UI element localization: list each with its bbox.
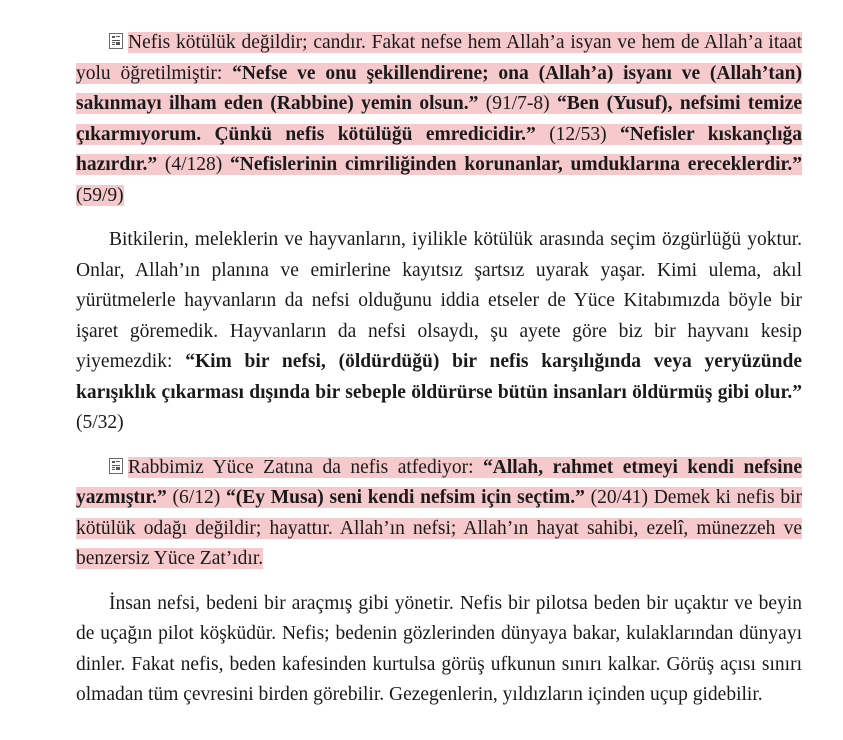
quran-quote: “Nefisler kıskançlığa hazırdır.”: [76, 123, 802, 175]
document-page: [76, 28, 802, 725]
quran-quote: “Nefislerinin cimriliğinden korunanlar, umduklarına ereceklerdir.”: [230, 154, 802, 175]
quran-quote: “Kim bir nefsi, (öldürdüğü) bir nefis karşılığında veya yeryüzünde karışıklık çıkarması dışında bir sebeple öldürürse bütün insanları öldürmüş gibi olur.”: [76, 351, 802, 403]
paragraph-4: [76, 589, 802, 711]
highlighted-text[interactable]: [76, 457, 802, 570]
note-annotation-icon[interactable]: [109, 458, 123, 474]
paragraph-2: [76, 225, 802, 439]
quran-quote: “Allah, rahmet etmeyi kendi nefsine yazmıştır.”: [76, 456, 802, 508]
quran-quote: “Ben (Yusuf), nefsimi temize çıkarmıyorum. Çünkü nefis kötülüğü emredicidir.”: [76, 93, 802, 145]
quran-quote: “(Ey Musa) seni kendi nefsim için seçtim.”: [225, 487, 585, 508]
quran-quote: “Nefse ve onu şekillendirene; ona (Allah’a) isyanı ve (Allah’tan) sakınmayı ilham eden (Rabbine) yemin olsun.”: [76, 62, 802, 114]
verse-reference: (12/53): [535, 123, 620, 145]
body-text: Rabbimiz Yüce Zatına da nefis atfediyor:: [128, 456, 483, 478]
body-text: Bitkilerin, meleklerin ve hayvanların, iyilikle kötülük arasında seçim özgürlüğü yoktur. Onlar, Allah’ın planına ve emirlerine kayıtsız şartsız uyarak yaşar. Kimi ulema, akıl yürütmelerle hayvanların da nefsi olduğunu iddia etseler de Yüce Kitabımızda böyle bir işaret göremedik. Hayvanların da nefsi olsaydı, şu ayete göre biz bir hayvanı kesip yiyemezdik:: [76, 229, 802, 372]
body-text: İnsan nefsi, bedeni bir araçmış gibi yönetir. Nefis bir pilotsa beden bir uçaktır ve beyin de uçağın pilot köşküdür. Nefis; bedenin gözlerinden dünyaya bakar, kulaklarından dünyayı dinler. Fakat nefis, beden kafesinden kurtulsa görüş ufkunun sınırı kalkar. Görüş açısı sınırı olmadan tüm çevresini birden görebilir. Gezegenlerin, yıldızların içinden uçup gidebilir.: [76, 592, 802, 705]
note-annotation-icon[interactable]: [109, 33, 123, 49]
verse-reference: (91/7-8): [478, 93, 557, 114]
paragraph-1: [76, 28, 802, 211]
verse-reference: (5/32): [76, 412, 124, 433]
verse-reference: (6/12): [166, 487, 226, 508]
paragraph-3: [76, 453, 802, 575]
body-text: (20/41) Demek ki nefis bir kötülük odağı değildir; hayattır. Allah’ın nefsi; Allah’ın hayat sahibi, ezelî, münezzeh ve benzersiz Yüce Zat’ıdır.: [76, 487, 802, 569]
highlighted-text[interactable]: [76, 32, 802, 206]
verse-reference: (4/128): [157, 154, 230, 175]
body-text: Nefis kötülük değildir; candır. Fakat nefse hem Allah’a isyan ve hem de Allah’a itaat yolu öğretilmiştir:: [76, 32, 802, 84]
verse-reference: (59/9): [76, 184, 124, 206]
